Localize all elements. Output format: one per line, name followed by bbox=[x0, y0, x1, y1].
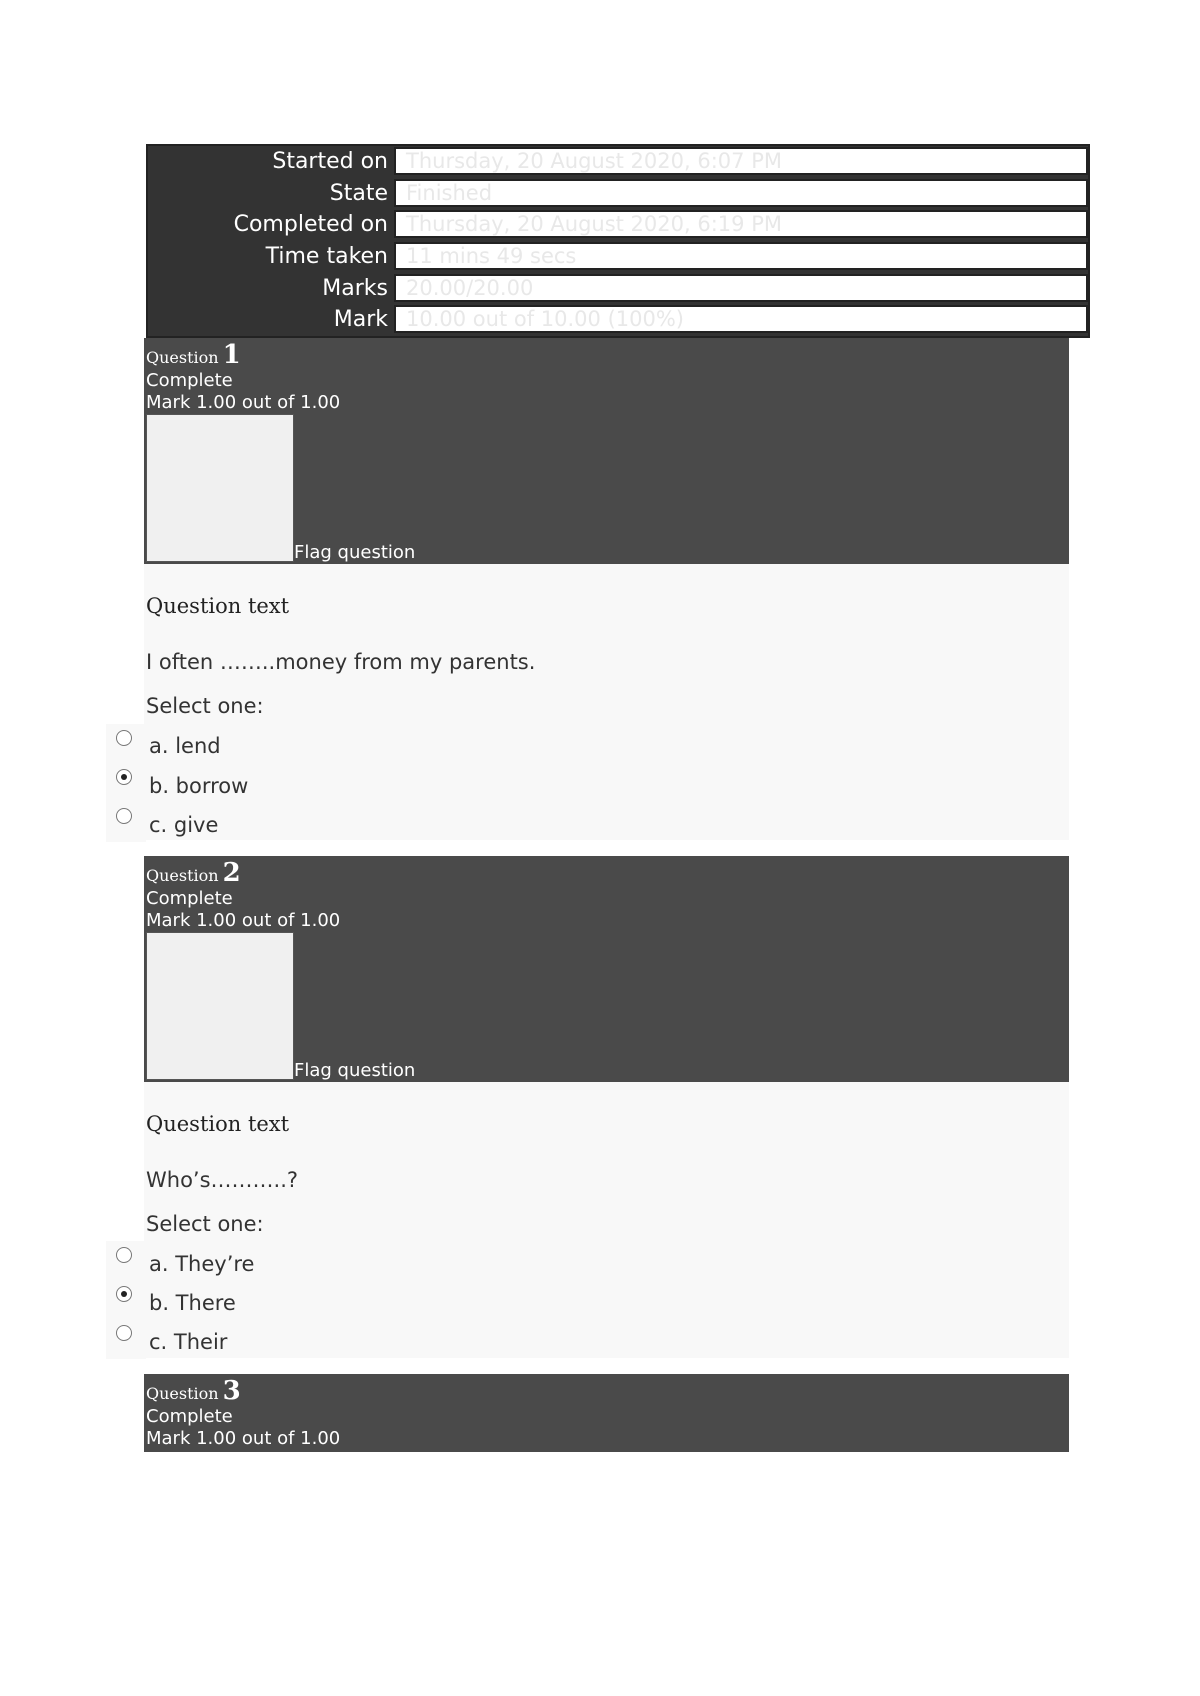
summary-row-time-taken bbox=[148, 241, 1088, 273]
question-grade: Mark 1.00 out of 1.00 bbox=[146, 392, 341, 413]
flag-question-link[interactable]: Flag question bbox=[294, 1060, 416, 1081]
question-text-label: Question text bbox=[146, 594, 290, 618]
summary-label: Completed on bbox=[233, 212, 388, 237]
summary-row-mark bbox=[148, 304, 1088, 336]
question-number-value: 1 bbox=[222, 340, 241, 370]
radio-option-c[interactable] bbox=[106, 1319, 146, 1359]
question-text: Who’s………..? bbox=[146, 1168, 299, 1192]
radio-icon[interactable] bbox=[116, 1247, 132, 1263]
summary-value: 20.00/20.00 bbox=[394, 274, 1088, 302]
radio-checked-icon[interactable] bbox=[116, 769, 132, 785]
summary-value: Thursday, 20 August 2020, 6:07 PM bbox=[394, 147, 1088, 175]
question-state: Complete bbox=[146, 1406, 233, 1427]
answer-label[interactable]: c. Their bbox=[149, 1330, 228, 1354]
radio-option-c[interactable] bbox=[106, 802, 146, 842]
attempt-summary-table bbox=[146, 144, 1090, 338]
answer-label[interactable]: b. There bbox=[149, 1291, 236, 1315]
radio-icon[interactable] bbox=[116, 808, 132, 824]
summary-value: Thursday, 20 August 2020, 6:19 PM bbox=[394, 210, 1088, 238]
question-1-info bbox=[144, 338, 1069, 564]
summary-label: Mark bbox=[333, 307, 388, 332]
answer-label[interactable]: c. give bbox=[149, 813, 219, 837]
summary-row-started-on bbox=[148, 146, 1088, 178]
question-label: Question bbox=[146, 1384, 219, 1403]
question-number bbox=[146, 858, 241, 888]
flag-icon[interactable] bbox=[146, 932, 294, 1080]
answer-label[interactable]: a. lend bbox=[149, 734, 221, 758]
select-one-prompt: Select one: bbox=[146, 694, 264, 718]
radio-checked-icon[interactable] bbox=[116, 1286, 132, 1302]
question-text-label: Question text bbox=[146, 1112, 290, 1136]
summary-value: Finished bbox=[394, 179, 1088, 207]
summary-row-completed-on bbox=[148, 209, 1088, 241]
question-label: Question bbox=[146, 348, 219, 367]
radio-icon[interactable] bbox=[116, 1325, 132, 1341]
answer-label[interactable]: a. They’re bbox=[149, 1252, 255, 1276]
answer-option[interactable] bbox=[144, 809, 1069, 847]
question-1-content bbox=[144, 564, 1069, 840]
question-3-info bbox=[144, 1374, 1069, 1452]
question-number-value: 2 bbox=[222, 858, 241, 888]
radio-option-a[interactable] bbox=[106, 1241, 146, 1281]
summary-label: Time taken bbox=[265, 244, 388, 269]
select-one-prompt: Select one: bbox=[146, 1212, 264, 1236]
question-text: I often ……..money from my parents. bbox=[146, 650, 536, 674]
question-grade: Mark 1.00 out of 1.00 bbox=[146, 910, 341, 931]
summary-label: State bbox=[329, 181, 388, 206]
answer-option[interactable] bbox=[144, 1287, 1069, 1325]
summary-value: 11 mins 49 secs bbox=[394, 242, 1088, 270]
radio-option-b[interactable] bbox=[106, 763, 146, 803]
question-2-info bbox=[144, 856, 1069, 1082]
question-2-content bbox=[144, 1082, 1069, 1358]
question-number-value: 3 bbox=[222, 1376, 241, 1406]
flag-question-link[interactable]: Flag question bbox=[294, 542, 416, 563]
answer-option[interactable] bbox=[144, 1326, 1069, 1364]
summary-row-marks bbox=[148, 273, 1088, 305]
summary-row-state bbox=[148, 178, 1088, 210]
answer-option[interactable] bbox=[144, 730, 1069, 768]
question-label: Question bbox=[146, 866, 219, 885]
question-number bbox=[146, 1376, 241, 1406]
question-state: Complete bbox=[146, 370, 233, 391]
summary-label: Marks bbox=[322, 276, 388, 301]
question-number bbox=[146, 340, 241, 370]
answer-option[interactable] bbox=[144, 1248, 1069, 1286]
summary-value: 10.00 out of 10.00 (100%) bbox=[394, 305, 1088, 333]
radio-option-b[interactable] bbox=[106, 1280, 146, 1320]
question-state: Complete bbox=[146, 888, 233, 909]
summary-label: Started on bbox=[272, 149, 388, 174]
radio-icon[interactable] bbox=[116, 730, 132, 746]
question-grade: Mark 1.00 out of 1.00 bbox=[146, 1428, 341, 1449]
answer-label[interactable]: b. borrow bbox=[149, 774, 249, 798]
radio-option-a[interactable] bbox=[106, 724, 146, 764]
flag-icon[interactable] bbox=[146, 414, 294, 562]
answer-option[interactable] bbox=[144, 770, 1069, 808]
